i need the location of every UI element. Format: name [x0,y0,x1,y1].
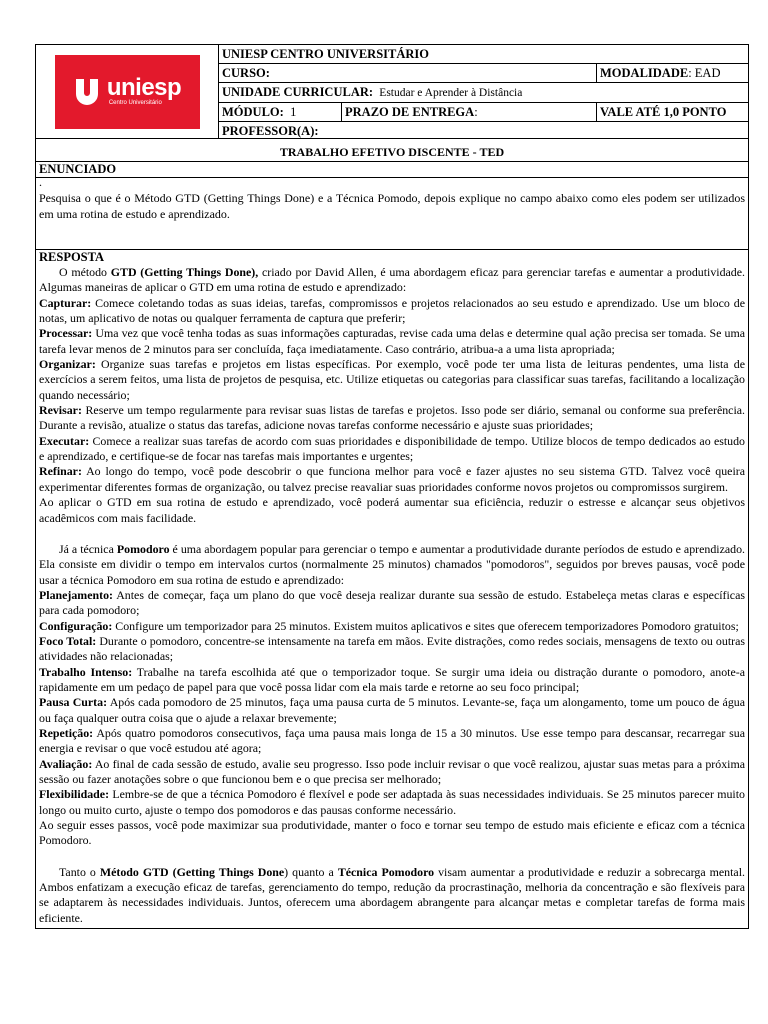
header-table [36,45,748,139]
institution-name: UNIESP CENTRO UNIVERSITÁRIO [222,47,429,61]
pomodoro-item-flexibilidade: Flexibilidade: Lembre-se de que a técnica Pomodoro é flexível e pode ser adaptada às suas necessidades individuais. Se 25 minutos parecer muito longo ou muito curto, ajuste o tempo dos pomodoros e das pausas conforme necessário. [39,787,745,817]
modulo-field: MÓDULO: 1 [222,104,297,119]
uniesp-logo [55,55,200,129]
enunciado-dot: . [39,175,42,189]
vale-field: VALE ATÉ 1,0 PONTO [596,103,748,121]
gtd-conclusion: Ao aplicar o GTD em sua rotina de estudo e aprendizado, você poderá aumentar sua eficiência, reduzir o estresse e alcançar seus objetivos acadêmicos com mais facilidade. [39,495,745,525]
logo-word: uniesp [106,73,182,101]
pomodoro-intro: Já a técnica Pomodoro é uma abordagem popular para gerenciar o tempo e aumentar a produtividade durante períodos de estudo e aprendizado. Ela consiste em dividir o tempo em intervalos curtos (normalmente 25 minutos) chamados "pomodoros", seguidos por breves pausas, você pode usar a técnica Pomodoro em sua rotina de estudo e aprendizado: [39,541,746,587]
modulo-row [219,103,748,122]
modalidade-field: MODALIDADE: EAD [596,64,748,82]
professor-field: PROFESSOR(A): [222,123,319,138]
pomodoro-item-planejamento: Planejamento: Antes de começar, faça um plano do que você deseja realizar durante sua sessão de estudo. Estabeleça metas claras e específicas para cada pomodoro; [39,587,745,618]
pomodoro-item-repeticao: Repetição: Após quatro pomodoros consecutivos, faça uma pausa mais longa de 15 a 30 minutos. Use esse tempo para descansar, recarregar sua energia e revisar o que você estudou até agora; [39,725,745,756]
logo-subtitle: Centro Universitário [108,99,162,106]
gtd-item-refinar: Refinar: Ao longo do tempo, você pode descobrir o que funciona melhor para você e fazer ajustes no seu sistema GTD. Talvez você queira experimentar diferentes formas de organização, ou talvez precise reavaliar suas prioridades conforme novos projetos ou compromissos surgirem. [39,464,745,494]
enunciado-heading: ENUNCIADO [36,162,748,178]
pomodoro-item-pausa-curta: Pausa Curta: Após cada pomodoro de 25 minutos, faça uma pausa curta de 5 minutos. Levante-se, faça um alongamento, tome um pouco de água ou faça qualquer outra coisa que o ajude a relaxar brevemente; [39,695,745,725]
curso-row [219,64,748,83]
gtd-intro: O método GTD (Getting Things Done), criado por David Allen, é uma abordagem eficaz para gerenciar tarefas e aumentar a produtividade. Algumas maneiras de aplicar o GTD em uma rotina de estudo e aprendizado: [39,265,745,295]
gtd-item-capturar: Capturar: Comece coletando todas as suas ideias, tarefas, compromissos e projetos relacionados ao seu estudo e aprendizado. Use um bloco de notas, um aplicativo de notas ou qualquer ferramenta de captura que preferir; [39,295,745,326]
paragraph-gap [39,526,745,542]
pomodoro-conclusion: Ao seguir esses passos, você pode maximizar sua produtividade, manter o foco e tornar seu tempo de estudo mais eficiente e eficaz com a técnica Pomodoro. [39,818,745,848]
uniesp-mark-icon [73,77,101,107]
resposta-heading: RESPOSTA [39,250,105,264]
enunciado-body [36,175,748,250]
document-form [35,44,749,929]
unidade-row [219,83,748,103]
header-grid [219,45,748,138]
pomodoro-item-foco-total: Foco Total: Durante o pomodoro, concentre-se intensamente na tarefa em mãos. Evite distrações, como redes sociais, mensagens de texto ou outras atividades não relacionadas; [39,633,745,664]
professor-row [219,122,748,140]
curso-field: CURSO: [222,66,270,80]
prazo-field: PRAZO DE ENTREGA: [341,103,596,121]
institution-row [219,45,748,64]
pomodoro-item-avaliacao: Avaliação: Ao final de cada sessão de estudo, avalie seu progresso. Isso pode incluir revisar o que você realizou, ajustar suas metas para a próxima sessão ou fazer anotações sobre o que funcionou bem e o que precisa ser melhorado; [39,756,745,786]
gtd-item-organizar: Organizar: Organize suas tarefas e projetos em listas específicas. Por exemplo, você pode ter uma lista de leituras pendentes, uma lista de exercícios a serem feitos, uma lista de projetos de pesquisa, etc. Utilize etiquetas ou categorias para classificar suas tarefas, facilitando a localização quando necessário; [39,357,745,402]
gtd-item-revisar: Revisar: Reserve um tempo regularmente para revisar suas listas de tarefas e projetos. Isso pode ser diário, semanal ou conforme sua preferência. Durante a revisão, atualize o status das tarefas, adicione novas tarefas conforme necessário e ajuste suas prioridades; [39,403,745,433]
final-paragraph: Tanto o Método GTD (Getting Things Done) quanto a Técnica Pomodoro visam aumentar a produtividade e reduzir a sobrecarga mental. Ambos enfatizam a execução eficaz de tarefas, gerenciamento do tempo, redução da procrastinação, melhoria da concentração e são flexíveis para se adaptarem às necessidades individuais. Juntos, oferecem uma abordagem abrangente para alcançar metas e completar tarefas de forma mais eficiente. [39,864,745,925]
resposta-body [36,265,748,928]
enunciado-text: Pesquisa o que é o Método GTD (Getting Things Done) e a Técnica Pomodo, depois explique no campo abaixo como eles podem ser utilizados em uma rotina de estudo e aprendizado. [39,191,745,221]
unidade-field: UNIDADE CURRICULAR: Estudar e Aprender à Distância [222,85,523,99]
pomodoro-item-trabalho-intenso: Trabalho Intenso: Trabalhe na tarefa escolhida até que o temporizador toque. Se surgir uma ideia ou distração durante o pomodoro, anote-a rapidamente em um pedaço de papel para que você possa lidar com ela mais tarde e retorne ao seu foco principal; [39,664,745,694]
document-title: TRABALHO EFETIVO DISCENTE - TED [36,139,748,162]
gtd-item-executar: Executar: Comece a realizar suas tarefas de acordo com suas prioridades e disponibilidade de tempo. Utilize blocos de tempo dedicados ao estudo e aprendizado, e certifique-se de focar nas tarefas mais importantes e urgentes; [39,433,745,464]
pomodoro-item-configuracao: Configuração: Configure um temporizador para 25 minutos. Existem muitos aplicativos e sites que oferecem temporizadores Pomodoro gratuitos; [39,618,739,633]
logo-text [106,73,182,107]
logo-cell [36,45,219,138]
gtd-item-processar: Processar: Uma vez que você tenha todas as suas informações capturadas, revise cada uma delas e determine qual ação precisa ser tomada. Se uma tarefa levar menos de 2 minutos para ser concluída, faça imediatamente. Caso contrário, atribua-a a uma lista apropriada; [39,326,745,356]
paragraph-gap [39,849,745,865]
